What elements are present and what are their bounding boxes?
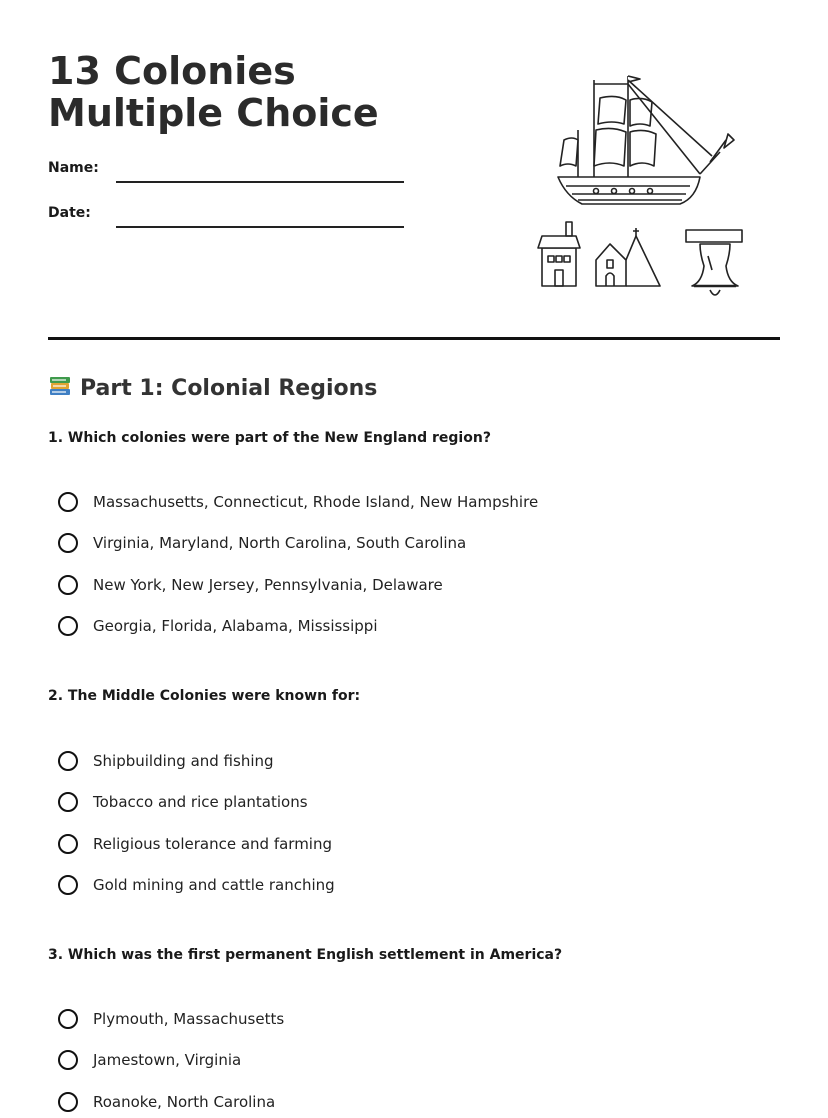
option-label: Virginia, Maryland, North Carolina, South Carolina [93,534,467,552]
option-label: Shipbuilding and fishing [93,752,274,770]
radio-button[interactable] [58,792,78,812]
radio-button[interactable] [58,1009,78,1029]
q3-option-b[interactable] [58,1048,241,1072]
q3-option-a[interactable] [58,1007,284,1031]
option-label: Jamestown, Virginia [93,1051,242,1069]
q2-option-c[interactable] [58,832,332,856]
radio-button[interactable] [58,1092,78,1112]
ship-icon [558,76,734,204]
q1-option-a[interactable] [58,490,538,514]
q1-option-b[interactable] [58,531,466,555]
option-label: Religious tolerance and farming [93,835,333,853]
q1-option-d[interactable] [58,614,378,638]
church-icon [596,228,660,286]
q2-option-d[interactable] [58,873,335,897]
page-title: 13 Colonies Multiple Choice [48,49,379,135]
q1-option-c[interactable] [58,573,443,597]
q3-option-c[interactable] [58,1090,275,1114]
option-label: Georgia, Florida, Alabama, Mississippi [93,617,378,635]
name-field[interactable] [116,181,404,183]
section-divider [48,337,780,340]
house-icon [538,222,580,286]
colonial-illustration [530,70,760,305]
name-label: Name: [48,160,99,176]
section-title [48,373,377,408]
liberty-bell-icon [686,230,742,295]
radio-button[interactable] [58,1050,78,1070]
books-icon [48,374,72,408]
radio-button[interactable] [58,834,78,854]
radio-button[interactable] [58,575,78,595]
q2-option-b[interactable] [58,790,308,814]
radio-button[interactable] [58,616,78,636]
date-label: Date: [48,205,91,221]
section-title-text: Part 1: Colonial Regions [80,376,378,401]
option-label: Roanoke, North Carolina [93,1093,276,1111]
question-1: 1. Which colonies were part of the New England region? [48,430,491,446]
q2-option-a[interactable] [58,749,274,773]
question-2: 2. The Middle Colonies were known for: [48,688,361,704]
radio-button[interactable] [58,533,78,553]
radio-button[interactable] [58,492,78,512]
option-label: Gold mining and cattle ranching [93,876,335,894]
option-label: Massachusetts, Connecticut, Rhode Island, New Hampshire [93,493,539,511]
question-3: 3. Which was the first permanent English settlement in America? [48,947,563,963]
radio-button[interactable] [58,875,78,895]
radio-button[interactable] [58,751,78,771]
option-label: New York, New Jersey, Pennsylvania, Delaware [93,576,443,594]
option-label: Tobacco and rice plantations [93,793,308,811]
option-label: Plymouth, Massachusetts [93,1010,285,1028]
date-field[interactable] [116,226,404,228]
